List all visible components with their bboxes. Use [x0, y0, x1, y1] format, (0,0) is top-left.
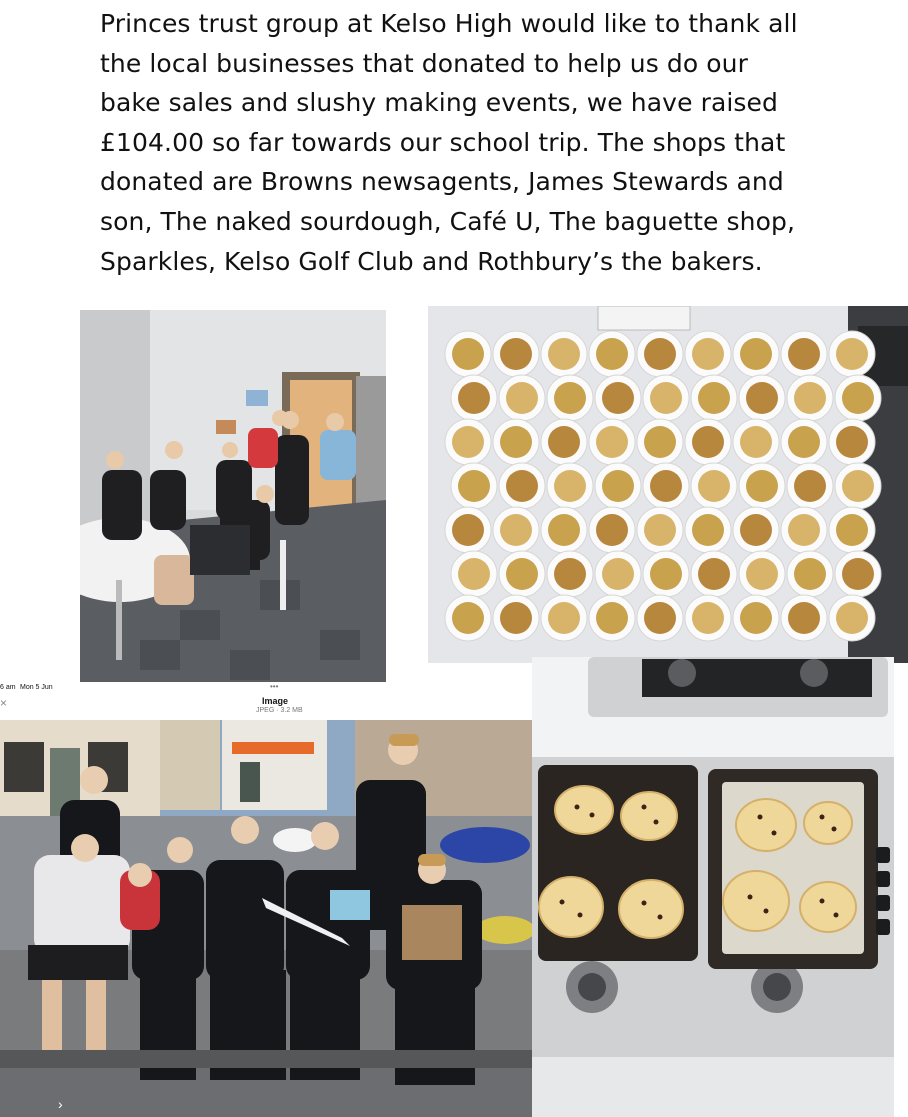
- cupcake: [781, 419, 827, 465]
- next-arrow-icon[interactable]: ›: [58, 1096, 63, 1112]
- cupcake: [829, 507, 875, 553]
- classroom-photo: [80, 310, 386, 682]
- cupcake: [733, 419, 779, 465]
- cupcakes-photo: [428, 306, 908, 663]
- cupcake: [493, 419, 539, 465]
- cupcake: [691, 463, 737, 509]
- cupcake: [589, 331, 635, 377]
- cupcake: [685, 595, 731, 641]
- cupcake: [733, 507, 779, 553]
- cupcake: [835, 375, 881, 421]
- viewer-subtitle: JPEG · 3.2 MB: [256, 707, 303, 714]
- cupcake: [589, 595, 635, 641]
- cupcake: [451, 375, 497, 421]
- message-line: Princes trust group at Kelso High would like to thank all: [100, 9, 798, 38]
- cupcake: [589, 507, 635, 553]
- cupcake: [595, 551, 641, 597]
- viewer-title: Image: [262, 696, 289, 706]
- cupcake: [685, 331, 731, 377]
- close-icon[interactable]: ×: [0, 696, 8, 710]
- cupcake: [637, 507, 683, 553]
- cupcake: [499, 551, 545, 597]
- cupcake: [541, 331, 587, 377]
- cupcake: [637, 419, 683, 465]
- cupcake: [637, 331, 683, 377]
- cupcake: [781, 595, 827, 641]
- message-line: the local businesses that donated to help us do our: [100, 48, 749, 78]
- cupcake: [829, 595, 875, 641]
- cupcake: [733, 331, 779, 377]
- cupcake: [781, 507, 827, 553]
- cupcake: [685, 507, 731, 553]
- cupcake: [643, 463, 689, 509]
- cupcake: [781, 331, 827, 377]
- message-line: son, The naked sourdough, Café U, The baguette shop,: [100, 206, 796, 236]
- cupcake: [541, 419, 587, 465]
- thank-you-message: [100, 4, 860, 281]
- cupcake: [499, 375, 545, 421]
- cupcake: [595, 463, 641, 509]
- cupcake: [739, 375, 785, 421]
- message-line: donated are Browns newsagents, James Stewards and: [100, 167, 784, 197]
- cupcake: [541, 595, 587, 641]
- cupcake: [643, 551, 689, 597]
- status-date: Mon 5 Jun: [20, 684, 53, 691]
- message-line: £104.00 so far towards our school trip. The shops that: [100, 127, 786, 157]
- cupcake: [739, 551, 785, 597]
- street-photo: [0, 682, 532, 1117]
- cupcake: [547, 463, 593, 509]
- street-scene: [0, 720, 532, 1117]
- cookies-photo: [532, 657, 894, 1117]
- cupcake: [739, 463, 785, 509]
- cupcake: [595, 375, 641, 421]
- cupcake: [493, 595, 539, 641]
- cupcake: [829, 331, 875, 377]
- cupcake-tray: [428, 306, 908, 663]
- classroom-scene: [80, 310, 386, 682]
- cupcake: [685, 419, 731, 465]
- cupcake: [493, 507, 539, 553]
- cupcake: [637, 595, 683, 641]
- cupcake: [547, 551, 593, 597]
- cupcake: [445, 595, 491, 641]
- cupcake: [451, 463, 497, 509]
- cupcake: [787, 375, 833, 421]
- cupcake: [643, 375, 689, 421]
- status-time: 6 am: [0, 684, 16, 691]
- cupcake: [829, 419, 875, 465]
- more-dots[interactable]: •••: [270, 682, 279, 691]
- cupcake: [787, 463, 833, 509]
- cupcake: [445, 331, 491, 377]
- cupcake: [733, 595, 779, 641]
- cupcake: [835, 551, 881, 597]
- cupcake: [547, 375, 593, 421]
- cupcake: [589, 419, 635, 465]
- message-line: bake sales and slushy making events, we have raised: [100, 88, 779, 118]
- cupcake: [499, 463, 545, 509]
- cupcake: [835, 463, 881, 509]
- cupcake: [541, 507, 587, 553]
- cupcake: [445, 507, 491, 553]
- cupcake: [493, 331, 539, 377]
- cupcake: [451, 551, 497, 597]
- cupcake: [445, 419, 491, 465]
- cupcake: [787, 551, 833, 597]
- cupcake: [691, 375, 737, 421]
- cookie-trays: [532, 657, 894, 1117]
- message-line: Sparkles, Kelso Golf Club and Rothbury’s the bakers.: [100, 246, 763, 276]
- cupcake: [691, 551, 737, 597]
